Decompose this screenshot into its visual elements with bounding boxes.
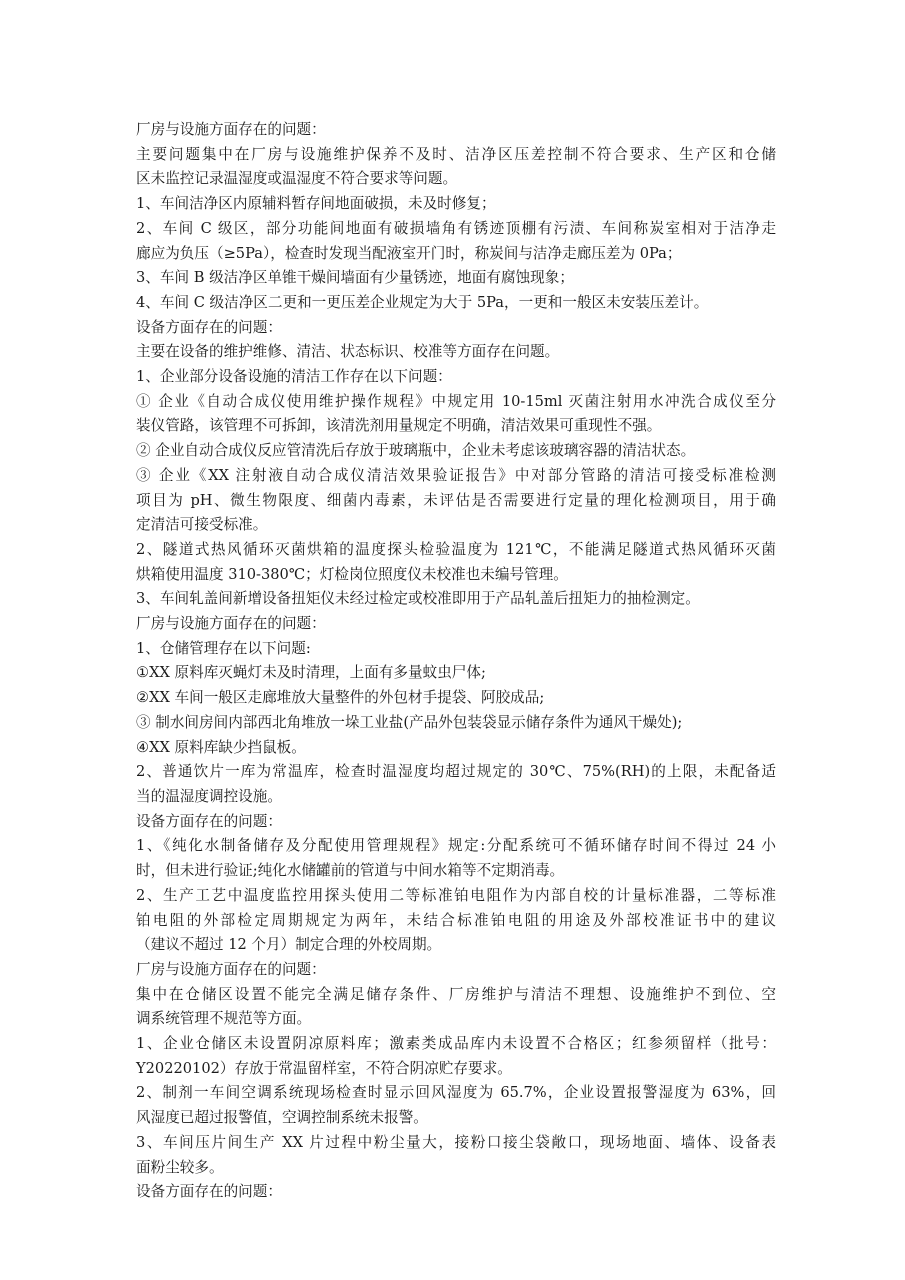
list-item: 3、车间 B 级洁净区单锥干燥间墙面有少量锈迹，地面有腐蚀现象； xyxy=(136,269,574,287)
section-heading: 设备方面存在的问题： xyxy=(136,318,282,336)
list-item-continuation: 面粉尘较多。 xyxy=(136,1158,224,1176)
list-item: 1、企业仓储区未设置阴凉原料库；激素类成品库内未设置不合格区；红参须留样（批号： xyxy=(136,1035,776,1053)
sub-list-item: ③ 制水间房间内部西北角堆放一垛工业盐(产品外包装袋显示储存条件为通风干燥处); xyxy=(136,713,683,731)
section-heading: 厂房与设施方面存在的问题： xyxy=(136,960,326,978)
sub-list-item-continuation: 项目为 pH、微生物限度、细菌内毒素，未评估是否需要进行定量的理化检测项目，用于确 xyxy=(136,491,776,509)
list-item: 1、车间洁净区内原辅料暂存间地面破损，未及时修复； xyxy=(136,195,496,213)
list-item: 3、车间压片间生产 XX 片过程中粉尘量大，接粉口接尘袋敞口，现场地面、墙体、设备表 xyxy=(136,1133,776,1151)
sub-list-item: ③ 企业《XX 注射液自动合成仪清洁效果验证报告》中对部分管路的清洁可接受标准检测 xyxy=(136,466,776,484)
list-item: 2、车间 C 级区，部分功能间地面有破损墙角有锈迹顶棚有污渍、车间称炭室相对于洁净走 xyxy=(136,219,776,237)
sub-list-item: ②XX 车间一般区走廊堆放大量整件的外包材手提袋、阿胶成品; xyxy=(136,689,545,707)
list-item-continuation: 铂电阻的外部检定周期规定为两年，未结合标准铂电阻的用途及外部校准证书中的建议 xyxy=(136,911,776,929)
list-item: 2、生产工艺中温度监控用探头使用二等标准铂电阻作为内部自校的计量标准器，二等标准 xyxy=(136,886,776,904)
sub-list-item: ①XX 原料库灭蝇灯未及时清理，上面有多量蚊虫尸体; xyxy=(136,664,486,682)
list-item: 1、仓储管理存在以下问题: xyxy=(136,639,311,657)
list-item: 2、隧道式热风循环灭菌烘箱的温度探头检验温度为 121℃，不能满足隧道式热风循环灭菌 xyxy=(136,540,776,558)
list-item: 2、制剂一车间空调系统现场检查时显示回风湿度为 65.7%，企业设置报警湿度为 63%，回 xyxy=(136,1084,776,1102)
sub-list-item: ② 企业自动合成仪反应管清洗后存放于玻璃瓶中，企业未考虑该玻璃容器的清洁状态。 xyxy=(136,442,696,460)
list-item-continuation: 廊应为负压（≥5Pa），检查时发现当配液室开门时，称炭间与洁净走廊压差为 0Pa； xyxy=(136,244,682,262)
list-item-continuation: Y20220102）存放于常温留样室，不符合阴凉贮存要求。 xyxy=(136,1059,512,1077)
list-item: 4、车间 C 级洁净区二更和一更压差企业规定为大于 5Pa，一更和一般区未安装压差计。 xyxy=(136,293,709,311)
sub-list-item: ① 企业《自动合成仪使用维护操作规程》中规定用 10-15ml 灭菌注射用水冲洗合成仪至分 xyxy=(136,392,776,410)
paragraph-line: 区未监控记录温湿度或温湿度不符合要求等问题。 xyxy=(136,170,458,188)
section-heading: 设备方面存在的问题： xyxy=(136,1183,282,1201)
section-heading: 厂房与设施方面存在的问题： xyxy=(136,615,326,633)
paragraph-line: 主要在设备的维护维修、清洁、状态标识、校准等方面存在问题。 xyxy=(136,343,560,361)
list-item-continuation: 烘箱使用温度 310-380℃；灯检岗位照度仪未校准也未编号管理。 xyxy=(136,565,568,583)
list-item: 2、普通饮片一库为常温库，检查时温湿度均超过规定的 30℃、75%(RH)的上限，未配备适 xyxy=(136,763,776,781)
paragraph-line: 集中在仓储区设置不能完全满足储存条件、厂房维护与清洁不理想、设施维护不到位、空 xyxy=(136,985,776,1003)
list-item: 1、企业部分设备设施的清洁工作存在以下问题： xyxy=(136,368,452,386)
list-item: 3、车间轧盖间新增设备扭矩仪未经过检定或校准即用于产品轧盖后扭矩力的抽检测定。 xyxy=(136,590,700,608)
list-item-continuation: 当的温湿度调控设施。 xyxy=(136,787,282,805)
paragraph-line: 主要问题集中在厂房与设施维护保养不及时、洁净区压差控制不符合要求、生产区和仓储 xyxy=(136,145,776,163)
section-heading: 设备方面存在的问题： xyxy=(136,812,282,830)
list-item-continuation: 时，但未进行验证;纯化水储罐前的管道与中间水箱等不定期消毒。 xyxy=(136,862,565,880)
section-heading: 厂房与设施方面存在的问题： xyxy=(136,121,326,138)
list-item-continuation: 风湿度已超过报警值，空调控制系统未报警。 xyxy=(136,1109,428,1127)
list-item: 1、《纯化水制备储存及分配使用管理规程》规定:分配系统可不循环储存时间不得过 24 小 xyxy=(136,837,776,855)
list-item-continuation: （建议不超过 12 个月）制定合理的外校周期。 xyxy=(136,936,442,954)
document-page xyxy=(136,118,776,1205)
paragraph-line: 调系统管理不规范等方面。 xyxy=(136,1010,312,1028)
sub-list-item-continuation: 装仪管路，该管理不可拆卸，该清洗剂用量规定不明确，清洁效果可重现性不强。 xyxy=(136,417,662,435)
sub-list-item: ④XX 原料库缺少挡鼠板。 xyxy=(136,738,306,756)
sub-list-item-continuation: 定清洁可接受标准。 xyxy=(136,516,268,534)
